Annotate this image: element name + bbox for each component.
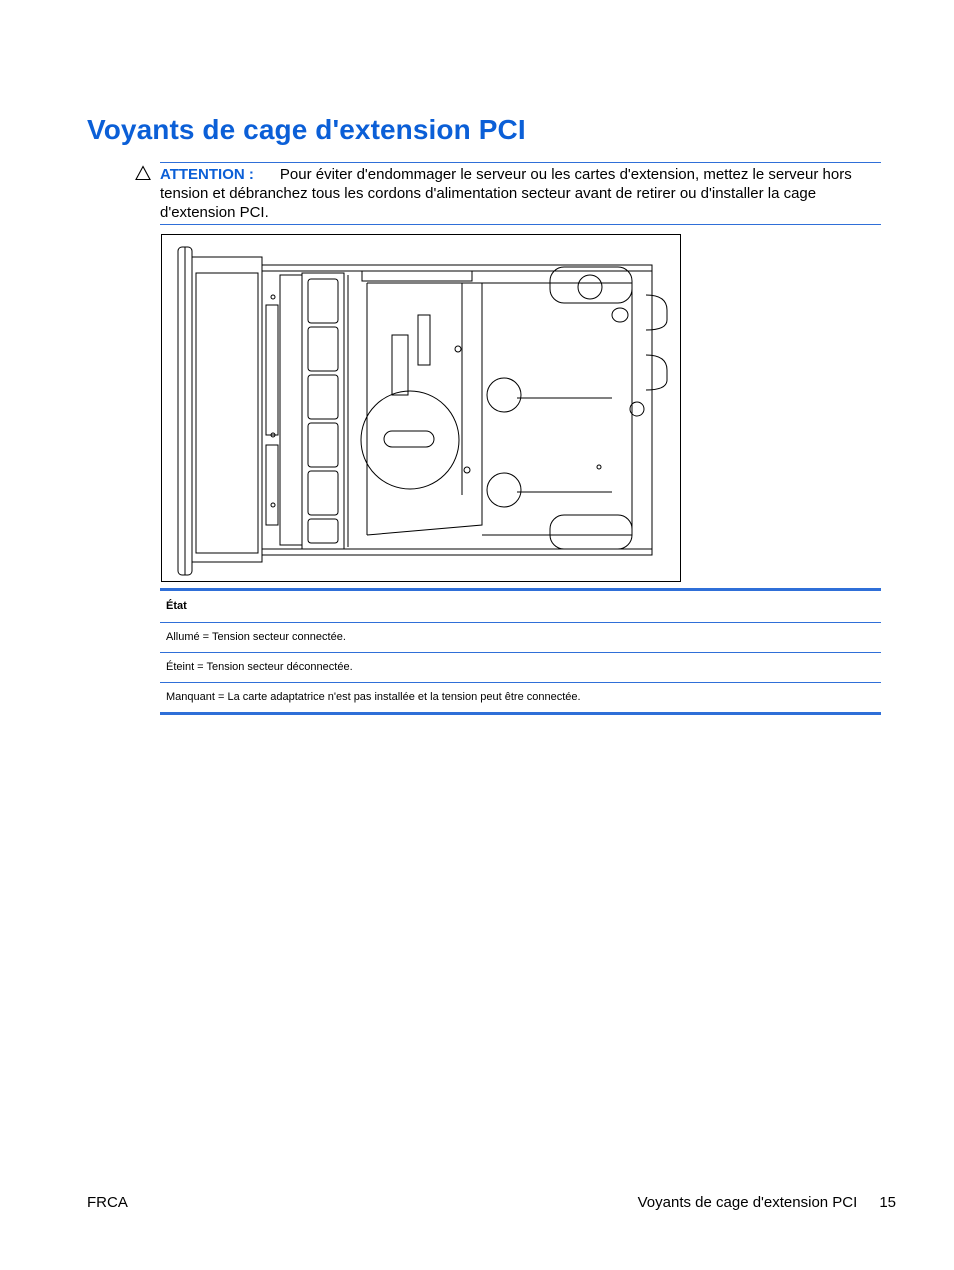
server-illustration bbox=[161, 234, 681, 582]
table-row: Manquant = La carte adaptatrice n'est pas installée et la tension peut être connectée. bbox=[166, 691, 581, 703]
caution-notice bbox=[160, 162, 881, 225]
caution-text: Pour éviter d'endommager le serveur ou les cartes d'extension, mettez le serveur hors tension et débranchez tous les cordons d'alimentation secteur avant de retirer ou d'installer la cage d'extension PCI. bbox=[160, 166, 852, 221]
status-table bbox=[160, 588, 881, 715]
footer-section-title: Voyants de cage d'extension PCI bbox=[637, 1194, 858, 1211]
footer-locale: FRCA bbox=[87, 1194, 128, 1211]
caution-label: ATTENTION : bbox=[160, 166, 254, 183]
table-row: Éteint = Tension secteur déconnectée. bbox=[160, 653, 881, 683]
table-header-state: État bbox=[160, 591, 881, 623]
footer-section bbox=[638, 1194, 896, 1211]
page-title: Voyants de cage d'extension PCI bbox=[87, 114, 526, 145]
page-number: 15 bbox=[879, 1194, 896, 1211]
table-row: Allumé = Tension secteur connectée. bbox=[160, 623, 881, 653]
server-top-view-drawing bbox=[162, 235, 682, 583]
caution-triangle-icon bbox=[135, 165, 151, 181]
